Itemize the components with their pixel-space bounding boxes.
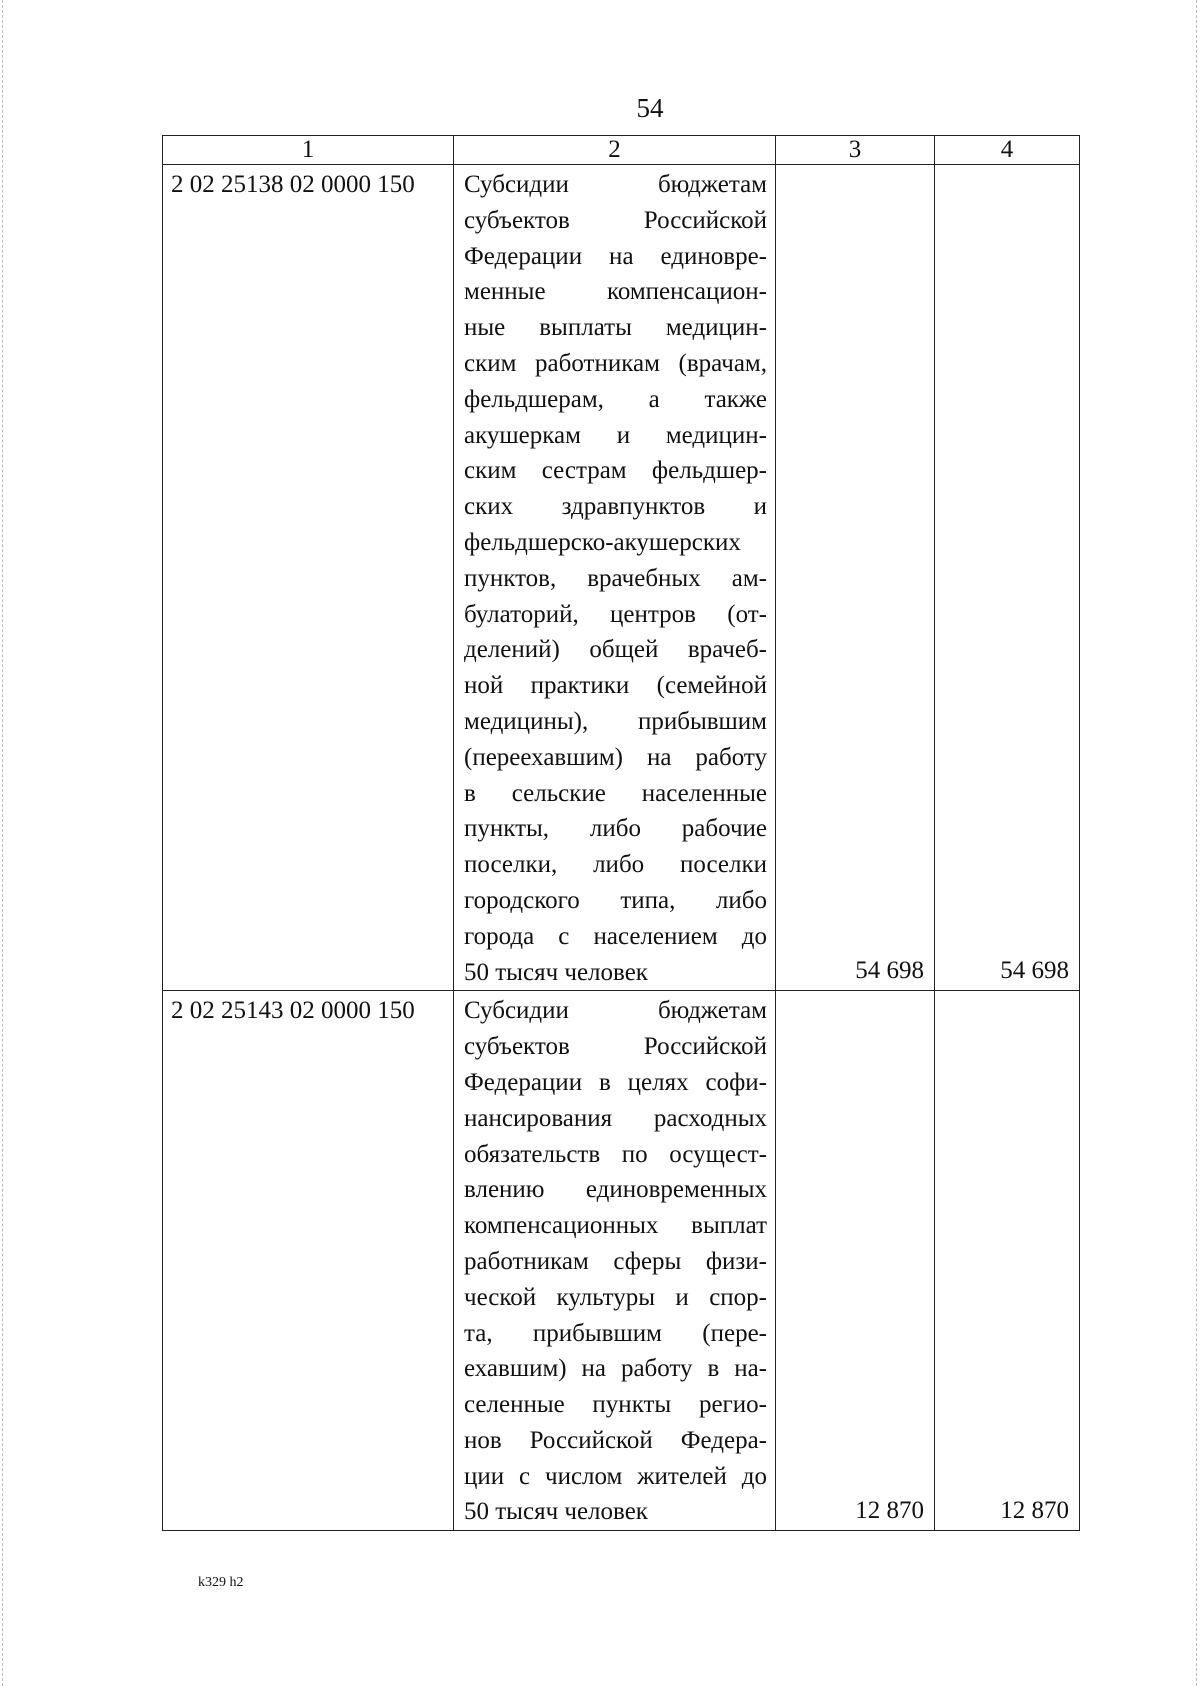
table-row — [163, 991, 1080, 1531]
description-line: ским работникам (врачам, — [464, 349, 767, 377]
description-line: в сельские населенные — [464, 779, 767, 807]
description-line: пунктов, врачебных ам- — [464, 564, 767, 592]
amount-column-4: 54 698 — [935, 165, 1080, 991]
column-header-3: 3 — [776, 136, 935, 165]
description-line: 50 тысяч человек — [464, 958, 648, 986]
description-line: 50 тысяч человек — [464, 1498, 648, 1526]
description-line: делений) общей врачеб- — [464, 636, 767, 664]
column-header-4: 4 — [935, 136, 1080, 165]
budget-classification-code: 2 02 25138 02 0000 150 — [163, 165, 454, 991]
column-header-2: 2 — [454, 136, 776, 165]
scan-edge-left — [2, 0, 3, 1686]
description-line: акушеркам и медицин- — [464, 421, 767, 449]
subsidy-description — [454, 991, 776, 1531]
column-header-1: 1 — [163, 136, 454, 165]
table-row — [163, 165, 1080, 991]
description-line: компенсационных выплат — [464, 1212, 767, 1240]
description-line: ским сестрам фельдшер- — [464, 457, 767, 485]
description-line: нов Российской Федера- — [464, 1426, 767, 1454]
description-line: влению единовременных — [464, 1176, 767, 1204]
description-line: Субсидии бюджетам — [464, 997, 767, 1025]
description-line: менные компенсацион- — [464, 278, 767, 306]
footer-document-code: k329 h2 — [198, 1575, 244, 1590]
table-body — [163, 165, 1080, 1531]
description-line: пункты, либо рабочие — [464, 815, 767, 843]
description-line: поселки, либо поселки — [464, 851, 767, 879]
page-number: 54 — [636, 93, 664, 123]
table-header-row — [163, 136, 1080, 165]
description-line: обязательств по осущест- — [464, 1140, 767, 1168]
amount-column-3: 12 870 — [776, 991, 935, 1531]
description-line: Субсидии бюджетам — [464, 171, 767, 198]
description-line: ческой культуры и спор- — [464, 1283, 767, 1311]
description-line: Федерации в целях софи- — [464, 1068, 767, 1096]
scan-edge-right — [1196, 0, 1197, 1686]
amount-column-4: 12 870 — [935, 991, 1080, 1531]
description-line: (переехавшим) на работу — [464, 743, 767, 771]
description-line: Федерации на единовре- — [464, 242, 767, 270]
amount-column-3: 54 698 — [776, 165, 935, 991]
description-line: субъектов Российской — [464, 1033, 767, 1061]
description-line: ских здравпунктов и — [464, 493, 767, 521]
description-line: ные выплаты медицин- — [464, 314, 767, 342]
description-line: города с населением до — [464, 922, 767, 950]
subsidy-description — [454, 165, 776, 991]
description-line: ции с числом жителей до — [464, 1462, 767, 1490]
description-line: селенные пункты регио- — [464, 1391, 767, 1419]
budget-classification-code: 2 02 25143 02 0000 150 — [163, 991, 454, 1531]
description-line: медицины), прибывшим — [464, 707, 767, 735]
description-line: фельдшерско-акушерских — [464, 528, 741, 556]
description-line: ехавшим) на работу в на- — [464, 1355, 767, 1383]
budget-table — [162, 135, 1080, 1531]
description-line: булаторий, центров (от- — [464, 600, 767, 628]
description-line: субъектов Российской — [464, 206, 767, 234]
description-line: та, прибывшим (пере- — [464, 1319, 767, 1347]
description-line: фельдшерам, а также — [464, 385, 767, 413]
description-line: работникам сферы физи- — [464, 1247, 767, 1275]
description-line: ной практики (семейной — [464, 672, 767, 700]
description-line: городского типа, либо — [464, 886, 767, 914]
description-line: нансирования расходных — [464, 1104, 767, 1132]
